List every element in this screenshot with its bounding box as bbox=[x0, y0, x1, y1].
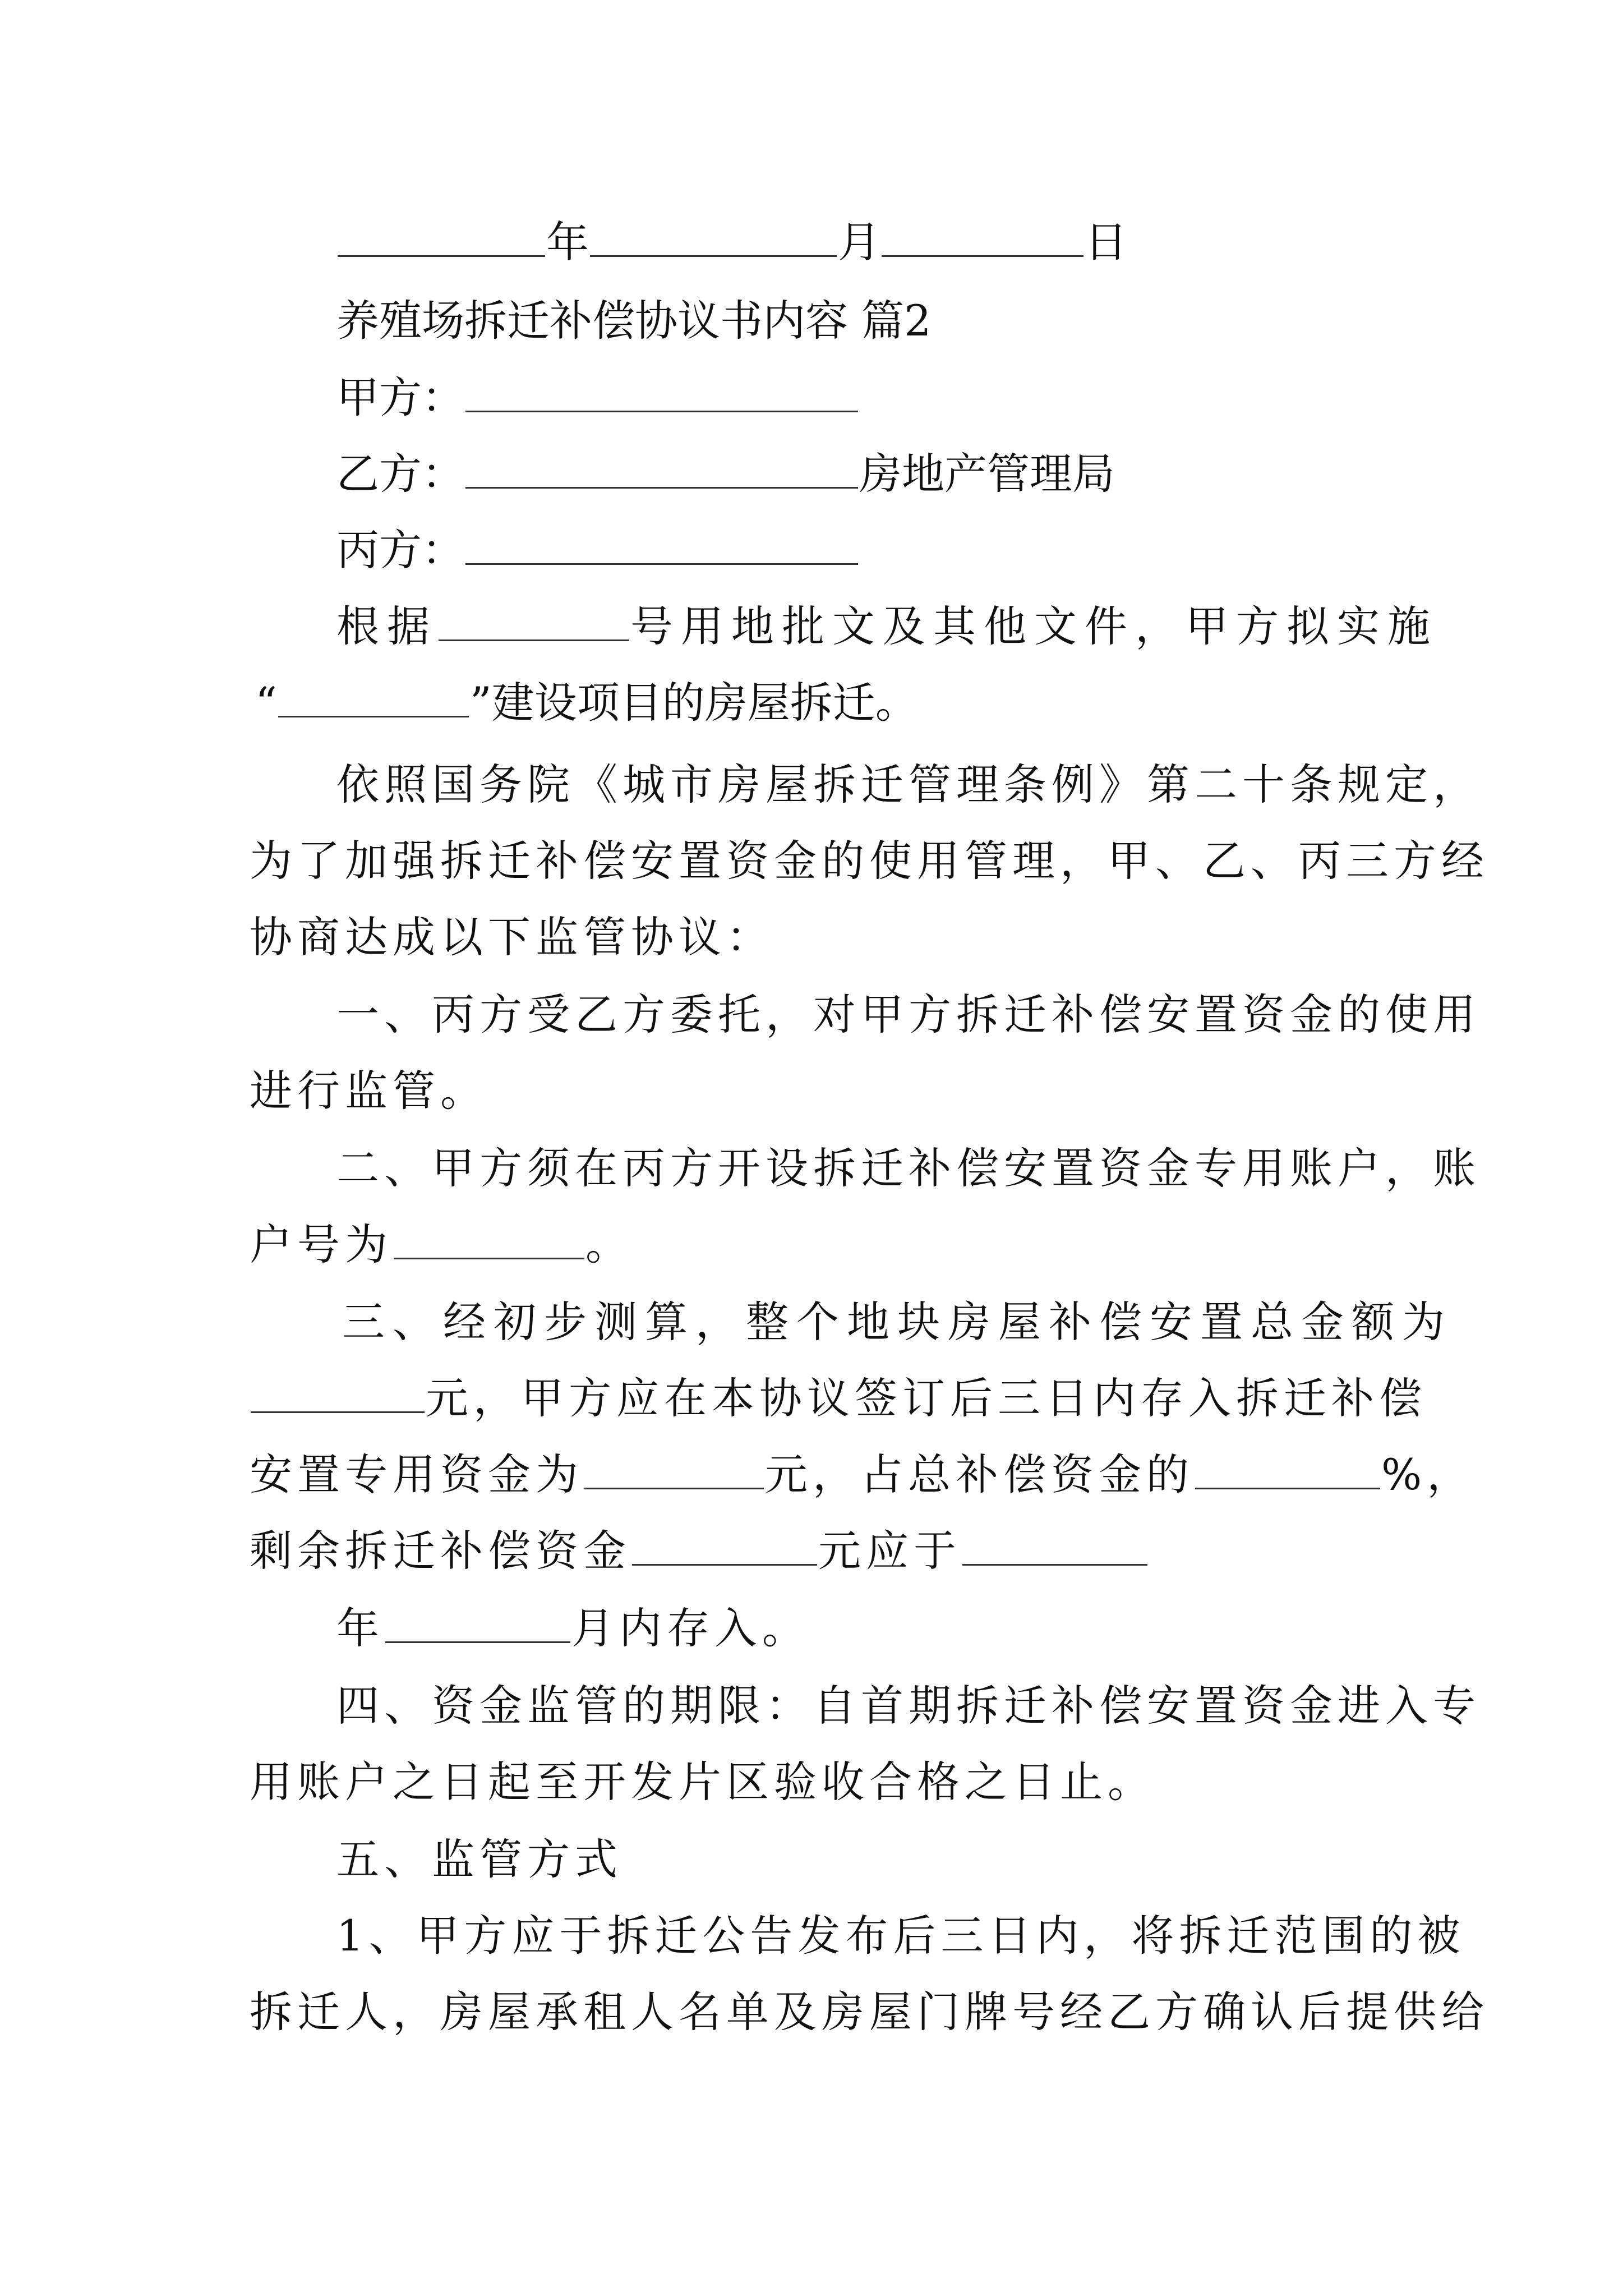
section-heading: 养殖场拆迁补偿协议书内容 篇2 bbox=[336, 296, 932, 346]
item2-line-1: 二、甲方须在丙方开设拆迁补偿安置资金专用账户，账 bbox=[336, 1143, 1481, 1193]
item2-text-a: 户号为 bbox=[250, 1220, 393, 1269]
day-blank bbox=[882, 211, 1083, 257]
basis-text-c: ”建设项目的房屋拆迁。 bbox=[469, 678, 918, 728]
approval-number-blank bbox=[439, 596, 629, 641]
account-number-blank bbox=[394, 1214, 584, 1259]
intro-line-3: 协商达成以下监管协议： bbox=[250, 912, 774, 962]
item4-line-2: 用账户之日起至开发片区验收合格之日止。 bbox=[250, 1757, 1155, 1807]
item5-1-line-2: 拆迁人，房屋承租人名单及房屋门牌号经乙方确认后提供给 bbox=[250, 1987, 1489, 2037]
item1-line-2: 进行监管。 bbox=[250, 1066, 488, 1116]
deposit-amount-blank bbox=[584, 1444, 764, 1489]
party-b-blank bbox=[465, 443, 858, 489]
item3-text-d: %， bbox=[1381, 1450, 1475, 1499]
basis-text-a: 根据 bbox=[336, 601, 437, 651]
party-a-label: 甲方： bbox=[336, 372, 464, 422]
item4-line-1: 四、资金监管的期限：自首期拆迁补偿安置资金进入专 bbox=[336, 1681, 1481, 1731]
item3-line-5 bbox=[336, 1598, 810, 1659]
party-c-label: 丙方： bbox=[336, 525, 464, 575]
item3-text-f: 元应于 bbox=[818, 1526, 961, 1576]
item1-line-1: 一、丙方受乙方委托，对甲方拆迁补偿安置资金的使用 bbox=[336, 990, 1481, 1039]
percentage-blank bbox=[1195, 1444, 1380, 1489]
deadline-month-blank bbox=[385, 1598, 570, 1643]
intro-line-1: 依照国务院《城市房屋拆迁管理条例》第二十条规定， bbox=[336, 760, 1481, 809]
item2-line-2 bbox=[250, 1214, 633, 1276]
party-b-label: 乙方： bbox=[336, 449, 464, 499]
basis-open-quote: “ bbox=[255, 678, 277, 728]
item3-line-1: 三、经初步测算，整个地块房屋补偿安置总金额为 bbox=[342, 1297, 1453, 1347]
party-c-blank bbox=[465, 519, 858, 565]
item2-text-b: 。 bbox=[585, 1220, 633, 1269]
total-amount-blank bbox=[251, 1368, 425, 1413]
item5-title: 五、监管方式 bbox=[336, 1834, 623, 1884]
month-label: 月 bbox=[838, 217, 880, 267]
deadline-year-blank bbox=[962, 1520, 1147, 1566]
party-a-line bbox=[336, 367, 859, 429]
item3-text-e: 剩余拆迁补偿资金 bbox=[250, 1526, 631, 1576]
basis-line-2 bbox=[255, 672, 918, 734]
intro-line-2: 为了加强拆迁补偿安置资金的使用管理，甲、乙、丙三方经 bbox=[250, 836, 1489, 886]
item3-line-4 bbox=[250, 1520, 1149, 1582]
party-a-blank bbox=[465, 367, 858, 412]
item3-line-2 bbox=[250, 1368, 1427, 1429]
year-blank bbox=[338, 211, 545, 257]
item5-1-line-1: 1、甲方应于拆迁公告发布后三日内，将拆迁范围的被 bbox=[336, 1911, 1465, 1961]
project-name-blank bbox=[278, 672, 469, 717]
month-blank bbox=[590, 211, 837, 257]
item3-text-c: 元，占总补偿资金的 bbox=[765, 1450, 1194, 1499]
day-label: 日 bbox=[1085, 217, 1127, 267]
basis-line-1 bbox=[336, 596, 1438, 657]
item3-line-3 bbox=[250, 1444, 1474, 1506]
party-b-suffix: 房地产管理局 bbox=[859, 449, 1115, 499]
item3-text-a: 元，甲方应在本协议签订后三日内存入拆迁补偿 bbox=[426, 1373, 1427, 1423]
party-c-line bbox=[336, 519, 859, 581]
item3-text-b: 安置专用资金为 bbox=[250, 1450, 583, 1499]
remaining-amount-blank bbox=[632, 1520, 817, 1566]
date-line bbox=[336, 211, 1127, 273]
year-label: 年 bbox=[546, 217, 589, 267]
item3-text-h: 月内存入。 bbox=[571, 1603, 810, 1653]
basis-text-b: 号用地批文及其他文件，甲方拟实施 bbox=[630, 601, 1438, 651]
party-b-line bbox=[336, 443, 1115, 505]
item3-text-g: 年 bbox=[336, 1603, 384, 1653]
